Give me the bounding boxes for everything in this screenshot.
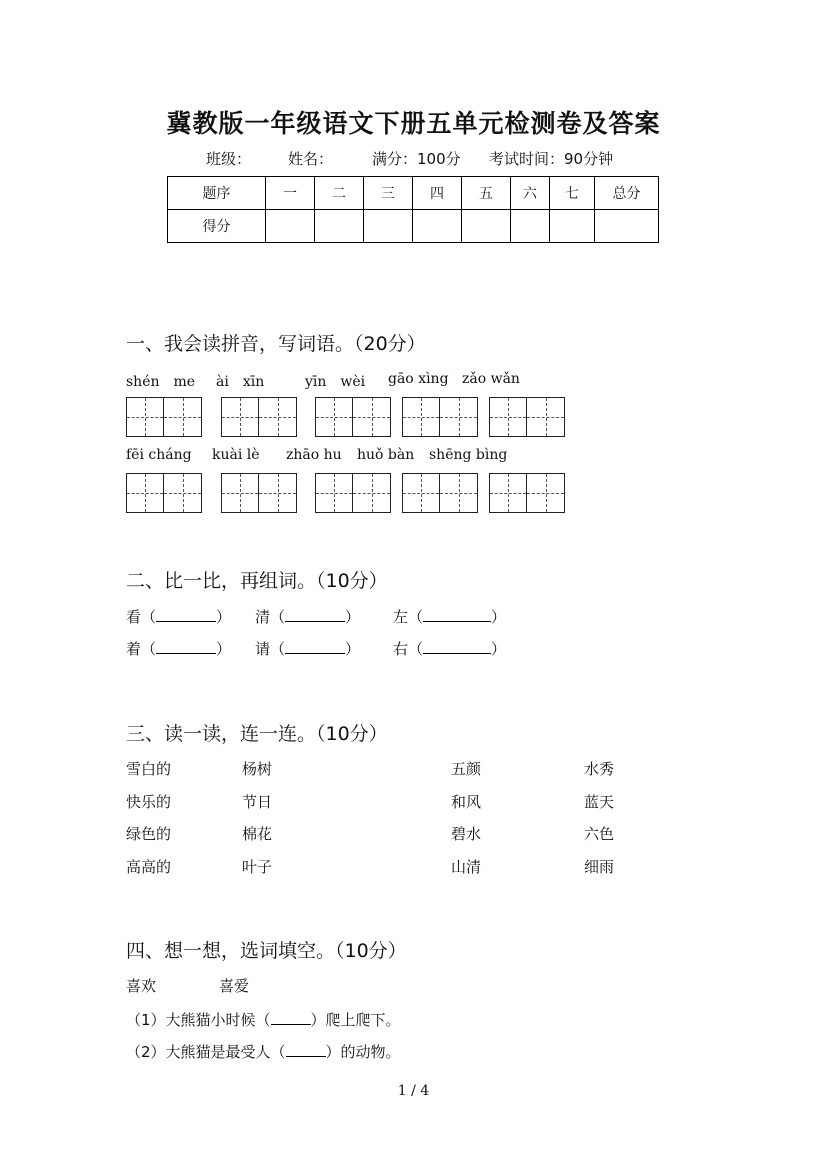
- section3-title: 三、读一读，连一连。（10分）: [126, 723, 388, 745]
- score-input-cell[interactable]: [315, 210, 364, 243]
- pinyin-label: shén me: [126, 374, 196, 390]
- score-header-cell: 题序: [168, 177, 266, 210]
- writing-grid[interactable]: [221, 397, 297, 437]
- paren-close: ）: [491, 608, 507, 626]
- match-word[interactable]: 绿色的: [126, 825, 172, 843]
- match-word[interactable]: 碧水: [451, 825, 482, 843]
- choice-word: 喜欢: [126, 977, 157, 995]
- match-word[interactable]: 叶子: [242, 858, 273, 876]
- writing-grid[interactable]: [489, 397, 565, 437]
- match-word[interactable]: 节日: [242, 793, 273, 811]
- answer-blank[interactable]: [156, 639, 216, 654]
- exam-time-label: 考试时间：90分钟: [489, 150, 614, 168]
- score-header-cell: 一: [266, 177, 315, 210]
- section4-title: 四、想一想，选词填空。（10分）: [126, 940, 407, 962]
- question-text: ）的动物。: [325, 1043, 401, 1061]
- score-table-header-row: [168, 177, 659, 210]
- fill-question-1: [126, 1009, 401, 1030]
- compare-char: 看（: [126, 608, 157, 626]
- answer-blank[interactable]: [156, 607, 216, 622]
- score-header-cell: 六: [511, 177, 550, 210]
- score-header-cell: 七: [550, 177, 595, 210]
- question-text: （1）大熊猫小时候（: [126, 1011, 271, 1029]
- match-word[interactable]: 水秀: [584, 760, 615, 778]
- compare-item: [126, 606, 231, 627]
- answer-blank[interactable]: [271, 1010, 311, 1025]
- question-text: ）爬上爬下。: [310, 1011, 401, 1029]
- answer-blank[interactable]: [285, 639, 345, 654]
- match-word[interactable]: 棉花: [242, 825, 273, 843]
- compare-char: 着（: [126, 640, 157, 658]
- fill-question-2: [126, 1041, 401, 1062]
- score-input-cell[interactable]: [550, 210, 595, 243]
- score-input-cell[interactable]: [511, 210, 550, 243]
- score-header-cell: 三: [364, 177, 413, 210]
- match-word[interactable]: 杨树: [242, 760, 273, 778]
- score-header-cell: 五: [462, 177, 511, 210]
- full-score-label: 满分：100分: [372, 150, 461, 168]
- match-word[interactable]: 细雨: [584, 858, 615, 876]
- compare-char: 右（: [393, 640, 424, 658]
- score-header-cell: 二: [315, 177, 364, 210]
- score-header-cell: 总分: [595, 177, 659, 210]
- score-table: [167, 176, 659, 243]
- writing-grid[interactable]: [402, 473, 478, 513]
- score-input-cell[interactable]: [462, 210, 511, 243]
- pinyin-label: kuài lè: [212, 447, 260, 463]
- score-header-cell: 四: [413, 177, 462, 210]
- writing-grid[interactable]: [126, 397, 202, 437]
- compare-char: 请（: [255, 640, 286, 658]
- paren-close: ）: [345, 608, 361, 626]
- compare-item: [393, 638, 506, 659]
- compare-char: 清（: [255, 608, 286, 626]
- match-word[interactable]: 蓝天: [584, 793, 615, 811]
- writing-grid[interactable]: [402, 397, 478, 437]
- section1-title: 一、我会读拼音，写词语。（20分）: [126, 333, 426, 355]
- pinyin-label: yīn wèi: [305, 374, 366, 390]
- paren-close: ）: [491, 640, 507, 658]
- writing-grid[interactable]: [221, 473, 297, 513]
- compare-item: [255, 606, 360, 627]
- match-word[interactable]: 六色: [584, 825, 615, 843]
- score-table-score-row: [168, 210, 659, 243]
- score-input-cell[interactable]: [595, 210, 659, 243]
- compare-item: [255, 638, 360, 659]
- answer-blank[interactable]: [423, 639, 491, 654]
- answer-blank[interactable]: [286, 1042, 326, 1057]
- question-text: （2）大熊猫是最受人（: [126, 1043, 286, 1061]
- writing-grid[interactable]: [126, 473, 202, 513]
- score-input-cell[interactable]: [266, 210, 315, 243]
- pinyin-label: gāo xìng: [388, 371, 449, 387]
- paren-close: ）: [345, 640, 361, 658]
- answer-blank[interactable]: [423, 607, 491, 622]
- compare-item: [393, 606, 506, 627]
- pinyin-label: zhāo hu: [286, 447, 342, 463]
- score-input-cell[interactable]: [413, 210, 462, 243]
- answer-blank[interactable]: [285, 607, 345, 622]
- pinyin-label: zǎo wǎn: [462, 371, 520, 387]
- class-label: 班级：: [206, 150, 252, 168]
- writing-grid[interactable]: [315, 397, 391, 437]
- compare-char: 左（: [393, 608, 424, 626]
- compare-item: [126, 638, 231, 659]
- page-title: 冀教版一年级语文下册五单元检测卷及答案: [166, 109, 661, 138]
- paren-close: ）: [216, 608, 232, 626]
- writing-grid[interactable]: [489, 473, 565, 513]
- paren-close: ）: [216, 640, 232, 658]
- match-word[interactable]: 山清: [451, 858, 482, 876]
- match-word[interactable]: 和风: [451, 793, 482, 811]
- pinyin-label: shēng bìng: [429, 447, 508, 463]
- choice-word: 喜爱: [219, 977, 250, 995]
- section2-title: 二、比一比，再组词。（10分）: [126, 570, 388, 592]
- match-word[interactable]: 快乐的: [126, 793, 172, 811]
- name-label: 姓名：: [288, 150, 334, 168]
- match-word[interactable]: 高高的: [126, 858, 172, 876]
- match-word[interactable]: 五颜: [451, 760, 482, 778]
- match-word[interactable]: 雪白的: [126, 760, 172, 778]
- pinyin-label: ài xīn: [216, 374, 265, 390]
- score-input-cell[interactable]: [364, 210, 413, 243]
- page-number: 1 / 4: [397, 1083, 430, 1099]
- pinyin-label: fēi cháng: [126, 447, 192, 463]
- pinyin-label: huǒ bàn: [357, 447, 415, 463]
- score-row-label: 得分: [168, 210, 266, 243]
- writing-grid[interactable]: [315, 473, 391, 513]
